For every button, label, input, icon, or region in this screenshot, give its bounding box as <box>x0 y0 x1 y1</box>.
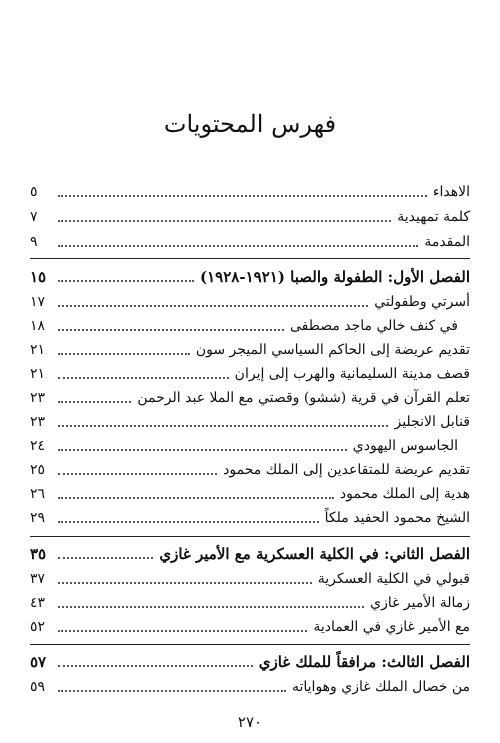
toc-entry-page: ١٧ <box>30 294 46 310</box>
toc-entry <box>30 410 470 432</box>
toc-chapter-1 <box>30 265 470 287</box>
toc-entry-page: ٣٥ <box>30 545 47 563</box>
toc-entry <box>30 338 470 360</box>
section-divider <box>30 258 470 259</box>
toc-entry-page: ٢٤ <box>30 438 46 454</box>
toc-entry-page: ٢١ <box>30 342 46 358</box>
toc-entry-title: الاهداء <box>432 184 470 200</box>
dot-leader <box>58 449 347 451</box>
toc-entry-page: ٧ <box>30 209 38 225</box>
toc-entry-page: ٥٧ <box>30 653 47 671</box>
page-number: ٢٧٠ <box>237 713 263 731</box>
toc-entry-title: قبولي في الكلية العسكرية <box>317 571 470 587</box>
dot-leader <box>58 497 334 499</box>
toc-entry <box>30 362 470 384</box>
toc-chapter-title: الفصل الثالث: مرافقاً للملك غازي <box>258 653 470 671</box>
toc-entry-title: قنابل الانجليز <box>394 414 470 430</box>
toc-chapter-title: الفصل الثاني: في الكلية العسكرية مع الأمير غازي <box>159 545 470 563</box>
toc-entry-title: في كنف خالي ماجد مصطفى <box>289 318 458 334</box>
dot-leader <box>58 521 319 523</box>
toc-entry <box>30 434 470 456</box>
dot-leader <box>58 473 217 475</box>
toc-entry-page: ٢٣ <box>30 414 46 430</box>
section-divider <box>30 536 470 537</box>
toc-entry-page: ٢٥ <box>30 462 46 478</box>
toc-entry-page: ١٨ <box>30 318 46 334</box>
page-title: فهرس المحتويات <box>163 110 337 138</box>
dot-leader <box>58 353 190 355</box>
toc-entry-page: ٢٦ <box>30 486 46 502</box>
toc-entry <box>30 482 470 504</box>
toc-entry <box>30 615 470 637</box>
dot-leader <box>58 630 307 632</box>
toc-chapter-title: الفصل الأول: الطفولة والصبا (١٩٢١-١٩٢٨) <box>200 268 470 286</box>
dot-leader <box>58 606 364 608</box>
dot-leader <box>58 690 286 692</box>
toc-entry <box>30 506 470 528</box>
toc-entry <box>30 386 470 408</box>
toc-entry-page: ٢٣ <box>30 390 46 406</box>
dot-leader <box>58 220 391 222</box>
toc-entry-title: تقديم عريضة للمتقاعدين إلى الملك محمود <box>223 462 470 478</box>
toc-entry-title: مع الأمير غازي في العمادية <box>313 619 470 635</box>
toc-chapter-3 <box>30 650 470 672</box>
section-divider <box>30 644 470 645</box>
toc-entry-page: ٥ <box>30 184 38 200</box>
toc-entry-introduction <box>30 230 470 252</box>
toc-entry-page: ٥٩ <box>30 679 46 695</box>
toc-entry-dedication <box>30 180 470 202</box>
dot-leader <box>58 329 284 331</box>
toc-entry-title: زمالة الأمير غازي <box>370 595 470 611</box>
toc-entry-page: ٢٩ <box>30 510 46 526</box>
toc-entry <box>30 314 470 336</box>
dot-leader <box>58 195 427 197</box>
toc-entry-title: تقديم عريضة إلى الحاكم السياسي الميجر سون <box>195 342 470 358</box>
toc-entry-page: ٤٣ <box>30 595 46 611</box>
toc-entry-title: الشيخ محمود الحفيد ملكاً <box>324 510 470 526</box>
toc-entry-title: من خصال الملك غازي وهواياته <box>291 679 470 695</box>
toc-entry-page: ٥٢ <box>30 619 46 635</box>
toc-entry <box>30 675 470 697</box>
dot-leader <box>58 665 253 667</box>
toc-entry-title: أسرتي وطفولتي <box>374 294 470 310</box>
toc-entry-page: ٢١ <box>30 366 46 382</box>
dot-leader <box>58 425 388 427</box>
toc-entry <box>30 591 470 613</box>
toc-entry-title: الجاسوس اليهودي <box>352 438 458 454</box>
toc-entry-page: ٩ <box>30 234 38 250</box>
dot-leader <box>58 401 131 403</box>
dot-leader <box>58 557 153 559</box>
toc-entry-page: ١٥ <box>30 268 47 286</box>
toc-entry-page: ٣٧ <box>30 571 46 587</box>
toc-entry <box>30 458 470 480</box>
toc-entry <box>30 290 470 312</box>
toc-entry-title: كلمة تمهيدية <box>397 209 470 225</box>
toc-entry-title: المقدمة <box>424 234 470 250</box>
toc-entry-title: هدية إلى الملك محمود <box>339 486 470 502</box>
dot-leader <box>58 582 312 584</box>
toc-entry-title: قصف مدينة السليمانية والهرب إلى إيران <box>234 366 470 382</box>
dot-leader <box>58 280 194 282</box>
toc-entry <box>30 567 470 589</box>
toc-entry-title: تعلم القرآن في قرية (ششو) وقصتي مع الملا عبد الرحمن <box>137 390 470 406</box>
dot-leader <box>58 305 368 307</box>
toc-chapter-2 <box>30 542 470 564</box>
toc-entry-preface <box>30 205 470 227</box>
dot-leader <box>58 377 229 379</box>
dot-leader <box>58 245 418 247</box>
